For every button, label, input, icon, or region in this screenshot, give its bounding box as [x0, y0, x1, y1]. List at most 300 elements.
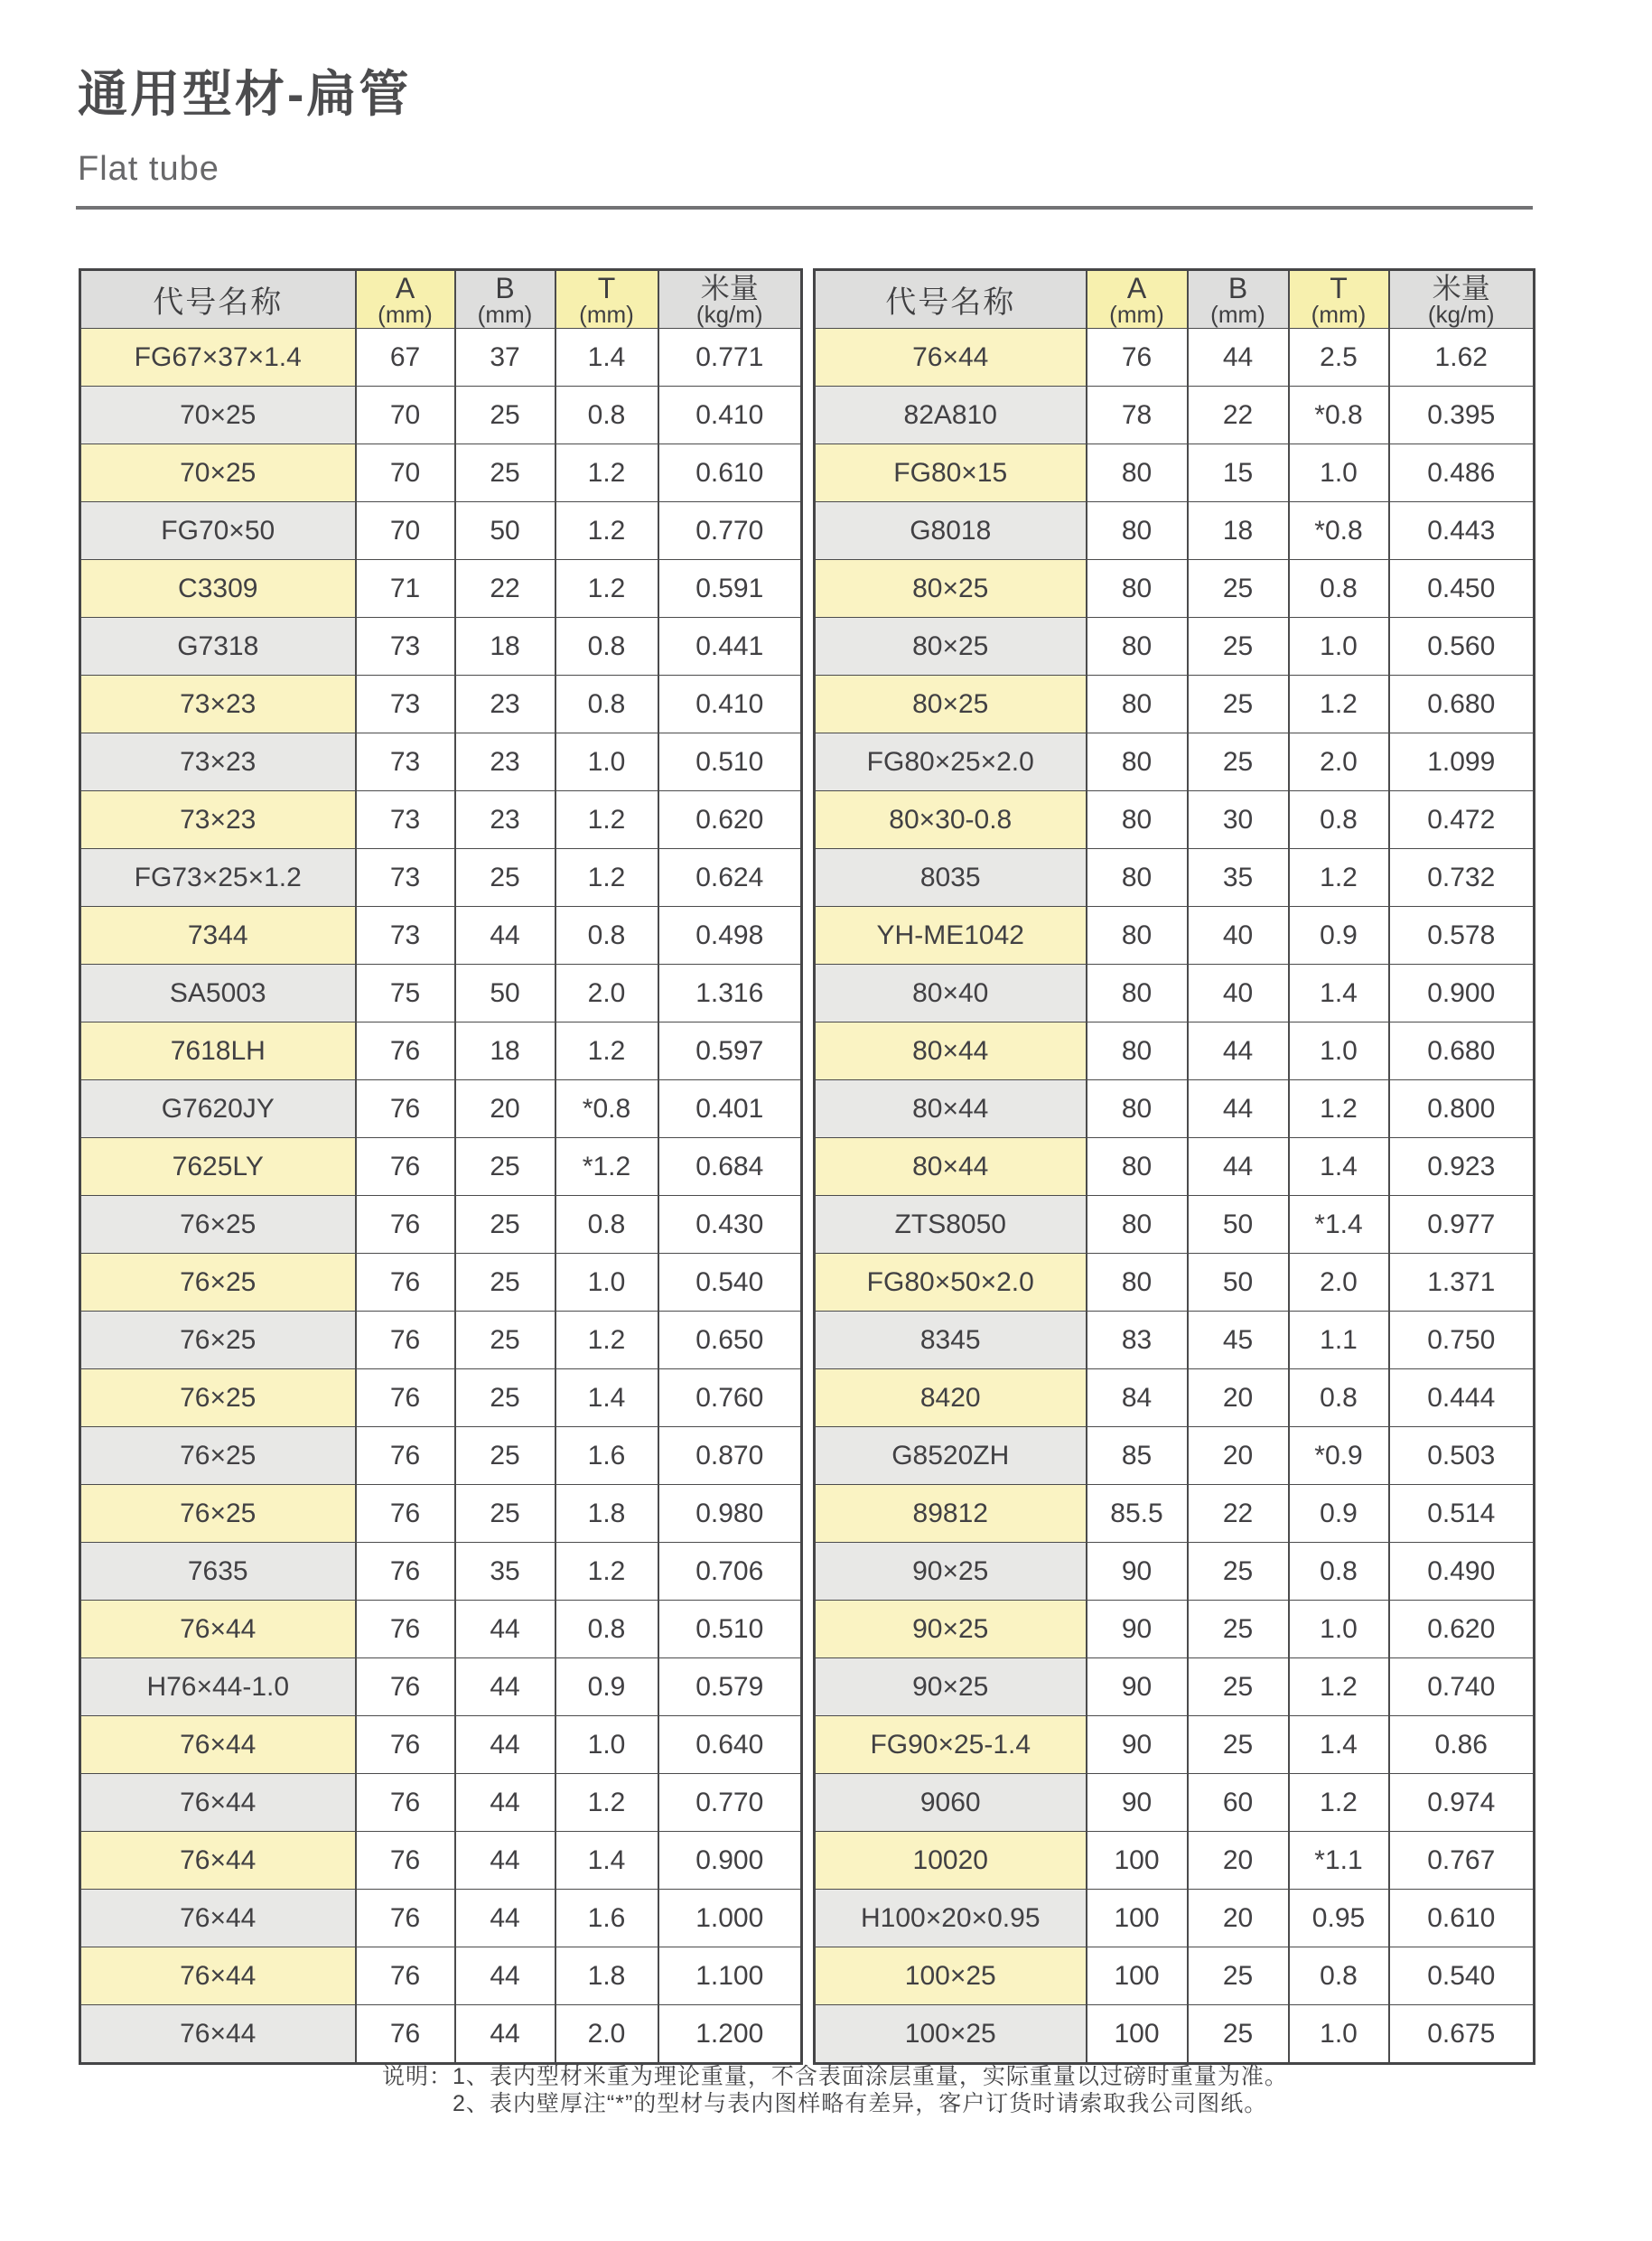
table-row — [815, 965, 1535, 1022]
cell-b: 25 — [455, 444, 555, 502]
cell-w: 1.099 — [1389, 733, 1535, 791]
cell-b: 40 — [1188, 907, 1289, 965]
cell-t: 0.8 — [555, 676, 658, 733]
cell-name: 76×44 — [80, 1832, 356, 1890]
column-header-a: A (mm) — [1087, 270, 1188, 329]
cell-name: FG90×25-1.4 — [815, 1716, 1087, 1774]
cell-t: 1.0 — [555, 1716, 658, 1774]
table-row — [80, 1196, 802, 1254]
cell-b: 25 — [455, 1196, 555, 1254]
cell-name: ZTS8050 — [815, 1196, 1087, 1254]
column-header-b: B (mm) — [455, 270, 555, 329]
cell-b: 37 — [455, 329, 555, 387]
cell-name: 76×25 — [80, 1254, 356, 1312]
cell-b: 44 — [455, 1774, 555, 1832]
cell-a: 80 — [1087, 791, 1188, 849]
cell-b: 25 — [1188, 733, 1289, 791]
table-row — [815, 1832, 1535, 1890]
cell-b: 50 — [1188, 1254, 1289, 1312]
table-row — [80, 1427, 802, 1485]
cell-a: 76 — [356, 1196, 455, 1254]
table-row — [80, 1312, 802, 1369]
cell-b: 25 — [455, 1485, 555, 1543]
cell-w: 0.980 — [658, 1485, 802, 1543]
cell-b: 44 — [455, 1832, 555, 1890]
cell-t: *1.4 — [1289, 1196, 1389, 1254]
cell-t: 1.0 — [1289, 1601, 1389, 1658]
cell-w: 1.62 — [1389, 329, 1535, 387]
cell-t: 1.0 — [1289, 618, 1389, 676]
table-row — [80, 965, 802, 1022]
cell-w: 0.750 — [1389, 1312, 1535, 1369]
cell-t: 1.2 — [555, 1774, 658, 1832]
cell-t: *0.8 — [1289, 387, 1389, 444]
cell-name: 80×25 — [815, 618, 1087, 676]
table-row — [815, 849, 1535, 907]
cell-name: YH-ME1042 — [815, 907, 1087, 965]
cell-a: 71 — [356, 560, 455, 618]
cell-name: 76×44 — [80, 2005, 356, 2064]
cell-b: 25 — [455, 387, 555, 444]
cell-a: 76 — [356, 1369, 455, 1427]
cell-a: 76 — [356, 1485, 455, 1543]
cell-w: 0.401 — [658, 1080, 802, 1138]
cell-t: 1.2 — [555, 791, 658, 849]
table-row — [80, 560, 802, 618]
cell-name: 76×25 — [80, 1369, 356, 1427]
cell-t: 0.8 — [555, 1196, 658, 1254]
cell-b: 22 — [1188, 1485, 1289, 1543]
cell-t: 1.0 — [1289, 444, 1389, 502]
cell-t: *0.9 — [1289, 1427, 1389, 1485]
cell-w: 0.977 — [1389, 1196, 1535, 1254]
cell-w: 0.430 — [658, 1196, 802, 1254]
cell-w: 0.760 — [658, 1369, 802, 1427]
table-row — [815, 1427, 1535, 1485]
cell-w: 0.86 — [1389, 1716, 1535, 1774]
cell-name: 76×44 — [815, 329, 1087, 387]
cell-a: 80 — [1087, 618, 1188, 676]
cell-name: FG67×37×1.4 — [80, 329, 356, 387]
cell-b: 25 — [1188, 1658, 1289, 1716]
table-row — [80, 2005, 802, 2064]
cell-t: *0.8 — [1289, 502, 1389, 560]
cell-name: 70×25 — [80, 387, 356, 444]
table-row — [80, 502, 802, 560]
cell-w: 0.510 — [658, 733, 802, 791]
cell-name: 82A810 — [815, 387, 1087, 444]
cell-t: *1.2 — [555, 1138, 658, 1196]
cell-name: G7318 — [80, 618, 356, 676]
cell-a: 76 — [356, 1138, 455, 1196]
cell-w: 0.498 — [658, 907, 802, 965]
cell-t: 1.2 — [555, 1543, 658, 1601]
cell-name: 89812 — [815, 1485, 1087, 1543]
cell-t: *1.1 — [1289, 1832, 1389, 1890]
cell-t: 0.95 — [1289, 1890, 1389, 1947]
cell-t: 1.2 — [1289, 1658, 1389, 1716]
cell-w: 0.540 — [1389, 1947, 1535, 2005]
cell-w: 0.974 — [1389, 1774, 1535, 1832]
cell-a: 90 — [1087, 1601, 1188, 1658]
cell-name: H100×20×0.95 — [815, 1890, 1087, 1947]
table-row — [80, 1601, 802, 1658]
cell-b: 44 — [455, 2005, 555, 2064]
cell-t: 1.1 — [1289, 1312, 1389, 1369]
cell-a: 70 — [356, 387, 455, 444]
table-row — [80, 1138, 802, 1196]
cell-w: 0.767 — [1389, 1832, 1535, 1890]
cell-name: 76×25 — [80, 1196, 356, 1254]
cell-w: 0.591 — [658, 560, 802, 618]
cell-b: 45 — [1188, 1312, 1289, 1369]
cell-t: 1.0 — [555, 733, 658, 791]
cell-b: 40 — [1188, 965, 1289, 1022]
cell-t: 0.8 — [555, 1601, 658, 1658]
cell-w: 1.200 — [658, 2005, 802, 2064]
cell-w: 0.560 — [1389, 618, 1535, 676]
cell-t: 1.6 — [555, 1890, 658, 1947]
table-row — [80, 618, 802, 676]
cell-a: 90 — [1087, 1774, 1188, 1832]
cell-b: 25 — [1188, 1947, 1289, 2005]
cell-w: 0.640 — [658, 1716, 802, 1774]
cell-b: 44 — [1188, 329, 1289, 387]
cell-b: 30 — [1188, 791, 1289, 849]
cell-b: 50 — [1188, 1196, 1289, 1254]
table-row — [80, 1947, 802, 2005]
table-row — [815, 676, 1535, 733]
table-row — [80, 387, 802, 444]
cell-b: 18 — [455, 1022, 555, 1080]
cell-b: 15 — [1188, 444, 1289, 502]
cell-name: 90×25 — [815, 1601, 1087, 1658]
cell-w: 0.578 — [1389, 907, 1535, 965]
cell-w: 0.620 — [1389, 1601, 1535, 1658]
cell-w: 0.410 — [658, 387, 802, 444]
cell-b: 50 — [455, 502, 555, 560]
cell-name: 73×23 — [80, 791, 356, 849]
cell-t: 1.4 — [555, 1832, 658, 1890]
cell-name: FG80×25×2.0 — [815, 733, 1087, 791]
cell-t: 1.0 — [1289, 1022, 1389, 1080]
cell-w: 1.000 — [658, 1890, 802, 1947]
cell-w: 1.371 — [1389, 1254, 1535, 1312]
cell-w: 0.510 — [658, 1601, 802, 1658]
cell-a: 76 — [356, 1890, 455, 1947]
cell-a: 83 — [1087, 1312, 1188, 1369]
cell-w: 0.503 — [1389, 1427, 1535, 1485]
table-row — [815, 1138, 1535, 1196]
table-row — [815, 329, 1535, 387]
cell-w: 0.597 — [658, 1022, 802, 1080]
cell-b: 20 — [1188, 1427, 1289, 1485]
table-row — [80, 907, 802, 965]
cell-a: 90 — [1087, 1543, 1188, 1601]
cell-b: 25 — [455, 1369, 555, 1427]
cell-w: 0.800 — [1389, 1080, 1535, 1138]
cell-b: 23 — [455, 791, 555, 849]
cell-name: 7618LH — [80, 1022, 356, 1080]
cell-t: 0.8 — [1289, 791, 1389, 849]
table-row — [80, 329, 802, 387]
cell-name: C3309 — [80, 560, 356, 618]
cell-b: 35 — [455, 1543, 555, 1601]
cell-w: 0.441 — [658, 618, 802, 676]
table-row — [815, 1774, 1535, 1832]
cell-b: 35 — [1188, 849, 1289, 907]
cell-name: G8018 — [815, 502, 1087, 560]
cell-w: 0.740 — [1389, 1658, 1535, 1716]
cell-a: 84 — [1087, 1369, 1188, 1427]
cell-a: 100 — [1087, 1832, 1188, 1890]
cell-a: 80 — [1087, 965, 1188, 1022]
table-row — [815, 618, 1535, 676]
cell-name: 80×44 — [815, 1022, 1087, 1080]
cell-a: 76 — [356, 1658, 455, 1716]
cell-name: SA5003 — [80, 965, 356, 1022]
cell-a: 80 — [1087, 676, 1188, 733]
cell-b: 44 — [1188, 1022, 1289, 1080]
cell-name: FG80×50×2.0 — [815, 1254, 1087, 1312]
cell-t: 0.8 — [1289, 560, 1389, 618]
cell-name: FG73×25×1.2 — [80, 849, 356, 907]
table-row — [815, 1947, 1535, 2005]
cell-t: 2.0 — [555, 965, 658, 1022]
cell-a: 76 — [356, 1774, 455, 1832]
table-row — [815, 733, 1535, 791]
cell-name: H76×44-1.0 — [80, 1658, 356, 1716]
cell-w: 0.900 — [1389, 965, 1535, 1022]
page-title: 通用型材-扁管 — [78, 66, 412, 122]
cell-name: 73×23 — [80, 676, 356, 733]
cell-a: 90 — [1087, 1658, 1188, 1716]
cell-b: 25 — [455, 1138, 555, 1196]
cell-name: 76×44 — [80, 1947, 356, 2005]
notes-label: 说明： — [382, 2064, 453, 2089]
cell-b: 44 — [1188, 1138, 1289, 1196]
cell-b: 25 — [1188, 1543, 1289, 1601]
cell-name: 76×44 — [80, 1716, 356, 1774]
notes-lines — [453, 2063, 1288, 2117]
cell-a: 85.5 — [1087, 1485, 1188, 1543]
cell-b: 20 — [455, 1080, 555, 1138]
cell-name: 76×44 — [80, 1890, 356, 1947]
cell-name: 9060 — [815, 1774, 1087, 1832]
cell-w: 0.486 — [1389, 444, 1535, 502]
cell-t: 1.0 — [555, 1254, 658, 1312]
table-row — [815, 791, 1535, 849]
table-row — [815, 387, 1535, 444]
cell-name: 76×25 — [80, 1485, 356, 1543]
cell-w: 1.100 — [658, 1947, 802, 2005]
cell-w: 0.444 — [1389, 1369, 1535, 1427]
cell-name: 8345 — [815, 1312, 1087, 1369]
cell-t: 0.9 — [555, 1658, 658, 1716]
cell-a: 75 — [356, 965, 455, 1022]
cell-name: 10020 — [815, 1832, 1087, 1890]
cell-t: 2.5 — [1289, 329, 1389, 387]
cell-a: 80 — [1087, 560, 1188, 618]
table-row — [80, 444, 802, 502]
cell-a: 76 — [356, 1254, 455, 1312]
cell-name: 80×25 — [815, 560, 1087, 618]
cell-name: 7635 — [80, 1543, 356, 1601]
cell-b: 25 — [455, 1312, 555, 1369]
cell-w: 1.316 — [658, 965, 802, 1022]
table-row — [815, 907, 1535, 965]
cell-b: 44 — [455, 1658, 555, 1716]
column-header-weight: 米量 (kg/m) — [658, 270, 802, 329]
table-row — [815, 1658, 1535, 1716]
cell-a: 67 — [356, 329, 455, 387]
cell-name: 8420 — [815, 1369, 1087, 1427]
cell-t: *0.8 — [555, 1080, 658, 1138]
cell-t: 1.2 — [555, 1312, 658, 1369]
cell-a: 73 — [356, 791, 455, 849]
cell-b: 22 — [455, 560, 555, 618]
cell-b: 25 — [1188, 2005, 1289, 2064]
cell-t: 1.6 — [555, 1427, 658, 1485]
page-subtitle: Flat tube — [78, 150, 219, 188]
cell-a: 76 — [356, 1601, 455, 1658]
cell-b: 60 — [1188, 1774, 1289, 1832]
cell-w: 0.472 — [1389, 791, 1535, 849]
cell-name: 73×23 — [80, 733, 356, 791]
cell-t: 1.8 — [555, 1485, 658, 1543]
table-row — [815, 1254, 1535, 1312]
table-row — [80, 1080, 802, 1138]
cell-t: 1.2 — [555, 560, 658, 618]
cell-name: 7625LY — [80, 1138, 356, 1196]
cell-a: 80 — [1087, 1022, 1188, 1080]
cell-w: 0.514 — [1389, 1485, 1535, 1543]
cell-b: 20 — [1188, 1832, 1289, 1890]
cell-w: 0.706 — [658, 1543, 802, 1601]
cell-w: 0.490 — [1389, 1543, 1535, 1601]
cell-t: 2.0 — [555, 2005, 658, 2064]
cell-t: 0.9 — [1289, 1485, 1389, 1543]
cell-w: 0.771 — [658, 329, 802, 387]
table-row — [80, 733, 802, 791]
column-header-t: T (mm) — [1289, 270, 1389, 329]
cell-t: 2.0 — [1289, 733, 1389, 791]
cell-a: 80 — [1087, 849, 1188, 907]
cell-name: FG70×50 — [80, 502, 356, 560]
note-line-2: 2、表内壁厚注“*”的型材与表内图样略有差异，客户订货时请索取我公司图纸。 — [453, 2091, 1268, 2116]
cell-b: 25 — [1188, 1716, 1289, 1774]
cell-a: 85 — [1087, 1427, 1188, 1485]
cell-w: 0.680 — [1389, 676, 1535, 733]
cell-name: G8520ZH — [815, 1427, 1087, 1485]
column-header-t: T (mm) — [555, 270, 658, 329]
cell-name: 100×25 — [815, 1947, 1087, 2005]
table-row — [80, 1022, 802, 1080]
cell-a: 76 — [356, 1832, 455, 1890]
cell-a: 80 — [1087, 444, 1188, 502]
cell-w: 0.395 — [1389, 387, 1535, 444]
cell-a: 80 — [1087, 733, 1188, 791]
cell-w: 0.684 — [658, 1138, 802, 1196]
table-row — [80, 1543, 802, 1601]
table-row — [815, 502, 1535, 560]
header-row — [815, 270, 1535, 329]
cell-a: 73 — [356, 676, 455, 733]
cell-name: 90×25 — [815, 1543, 1087, 1601]
cell-b: 22 — [1188, 387, 1289, 444]
cell-a: 80 — [1087, 1254, 1188, 1312]
cell-name: 8035 — [815, 849, 1087, 907]
cell-b: 25 — [1188, 676, 1289, 733]
cell-a: 100 — [1087, 1947, 1188, 2005]
cell-t: 1.8 — [555, 1947, 658, 2005]
cell-t: 0.8 — [555, 907, 658, 965]
table-row — [80, 1369, 802, 1427]
cell-t: 1.4 — [1289, 1716, 1389, 1774]
table-row — [80, 1716, 802, 1774]
cell-a: 76 — [356, 1312, 455, 1369]
cell-w: 0.900 — [658, 1832, 802, 1890]
cell-t: 1.4 — [1289, 965, 1389, 1022]
cell-w: 0.680 — [1389, 1022, 1535, 1080]
cell-t: 1.4 — [1289, 1138, 1389, 1196]
table-row — [80, 1890, 802, 1947]
cell-a: 76 — [356, 1543, 455, 1601]
title-divider — [76, 206, 1533, 210]
cell-t: 1.2 — [555, 444, 658, 502]
cell-w: 0.450 — [1389, 560, 1535, 618]
cell-w: 0.620 — [658, 791, 802, 849]
table-row — [80, 1658, 802, 1716]
cell-t: 1.2 — [555, 1022, 658, 1080]
table-row — [815, 1022, 1535, 1080]
cell-w: 0.610 — [1389, 1890, 1535, 1947]
spec-table-right — [813, 268, 1535, 2065]
cell-b: 44 — [1188, 1080, 1289, 1138]
cell-b: 18 — [455, 618, 555, 676]
cell-t: 1.4 — [555, 329, 658, 387]
spec-table-left — [79, 268, 803, 2065]
cell-a: 90 — [1087, 1716, 1188, 1774]
table-row — [80, 676, 802, 733]
cell-w: 0.650 — [658, 1312, 802, 1369]
table-row — [80, 1774, 802, 1832]
table-row — [815, 1080, 1535, 1138]
table-row — [815, 1716, 1535, 1774]
cell-name: 90×25 — [815, 1658, 1087, 1716]
cell-t: 1.0 — [1289, 2005, 1389, 2064]
table-row — [815, 1543, 1535, 1601]
cell-name: 80×44 — [815, 1138, 1087, 1196]
cell-b: 44 — [455, 1947, 555, 2005]
cell-a: 100 — [1087, 1890, 1188, 1947]
cell-a: 100 — [1087, 2005, 1188, 2064]
table-row — [80, 849, 802, 907]
cell-a: 76 — [356, 1080, 455, 1138]
cell-name: 76×25 — [80, 1312, 356, 1369]
cell-a: 70 — [356, 444, 455, 502]
cell-name: 100×25 — [815, 2005, 1087, 2064]
table-row — [815, 2005, 1535, 2064]
column-header-weight: 米量 (kg/m) — [1389, 270, 1535, 329]
cell-a: 73 — [356, 907, 455, 965]
cell-w: 0.675 — [1389, 2005, 1535, 2064]
cell-w: 0.923 — [1389, 1138, 1535, 1196]
cell-w: 0.770 — [658, 502, 802, 560]
cell-b: 25 — [1188, 560, 1289, 618]
cell-name: 80×44 — [815, 1080, 1087, 1138]
cell-b: 25 — [455, 1427, 555, 1485]
